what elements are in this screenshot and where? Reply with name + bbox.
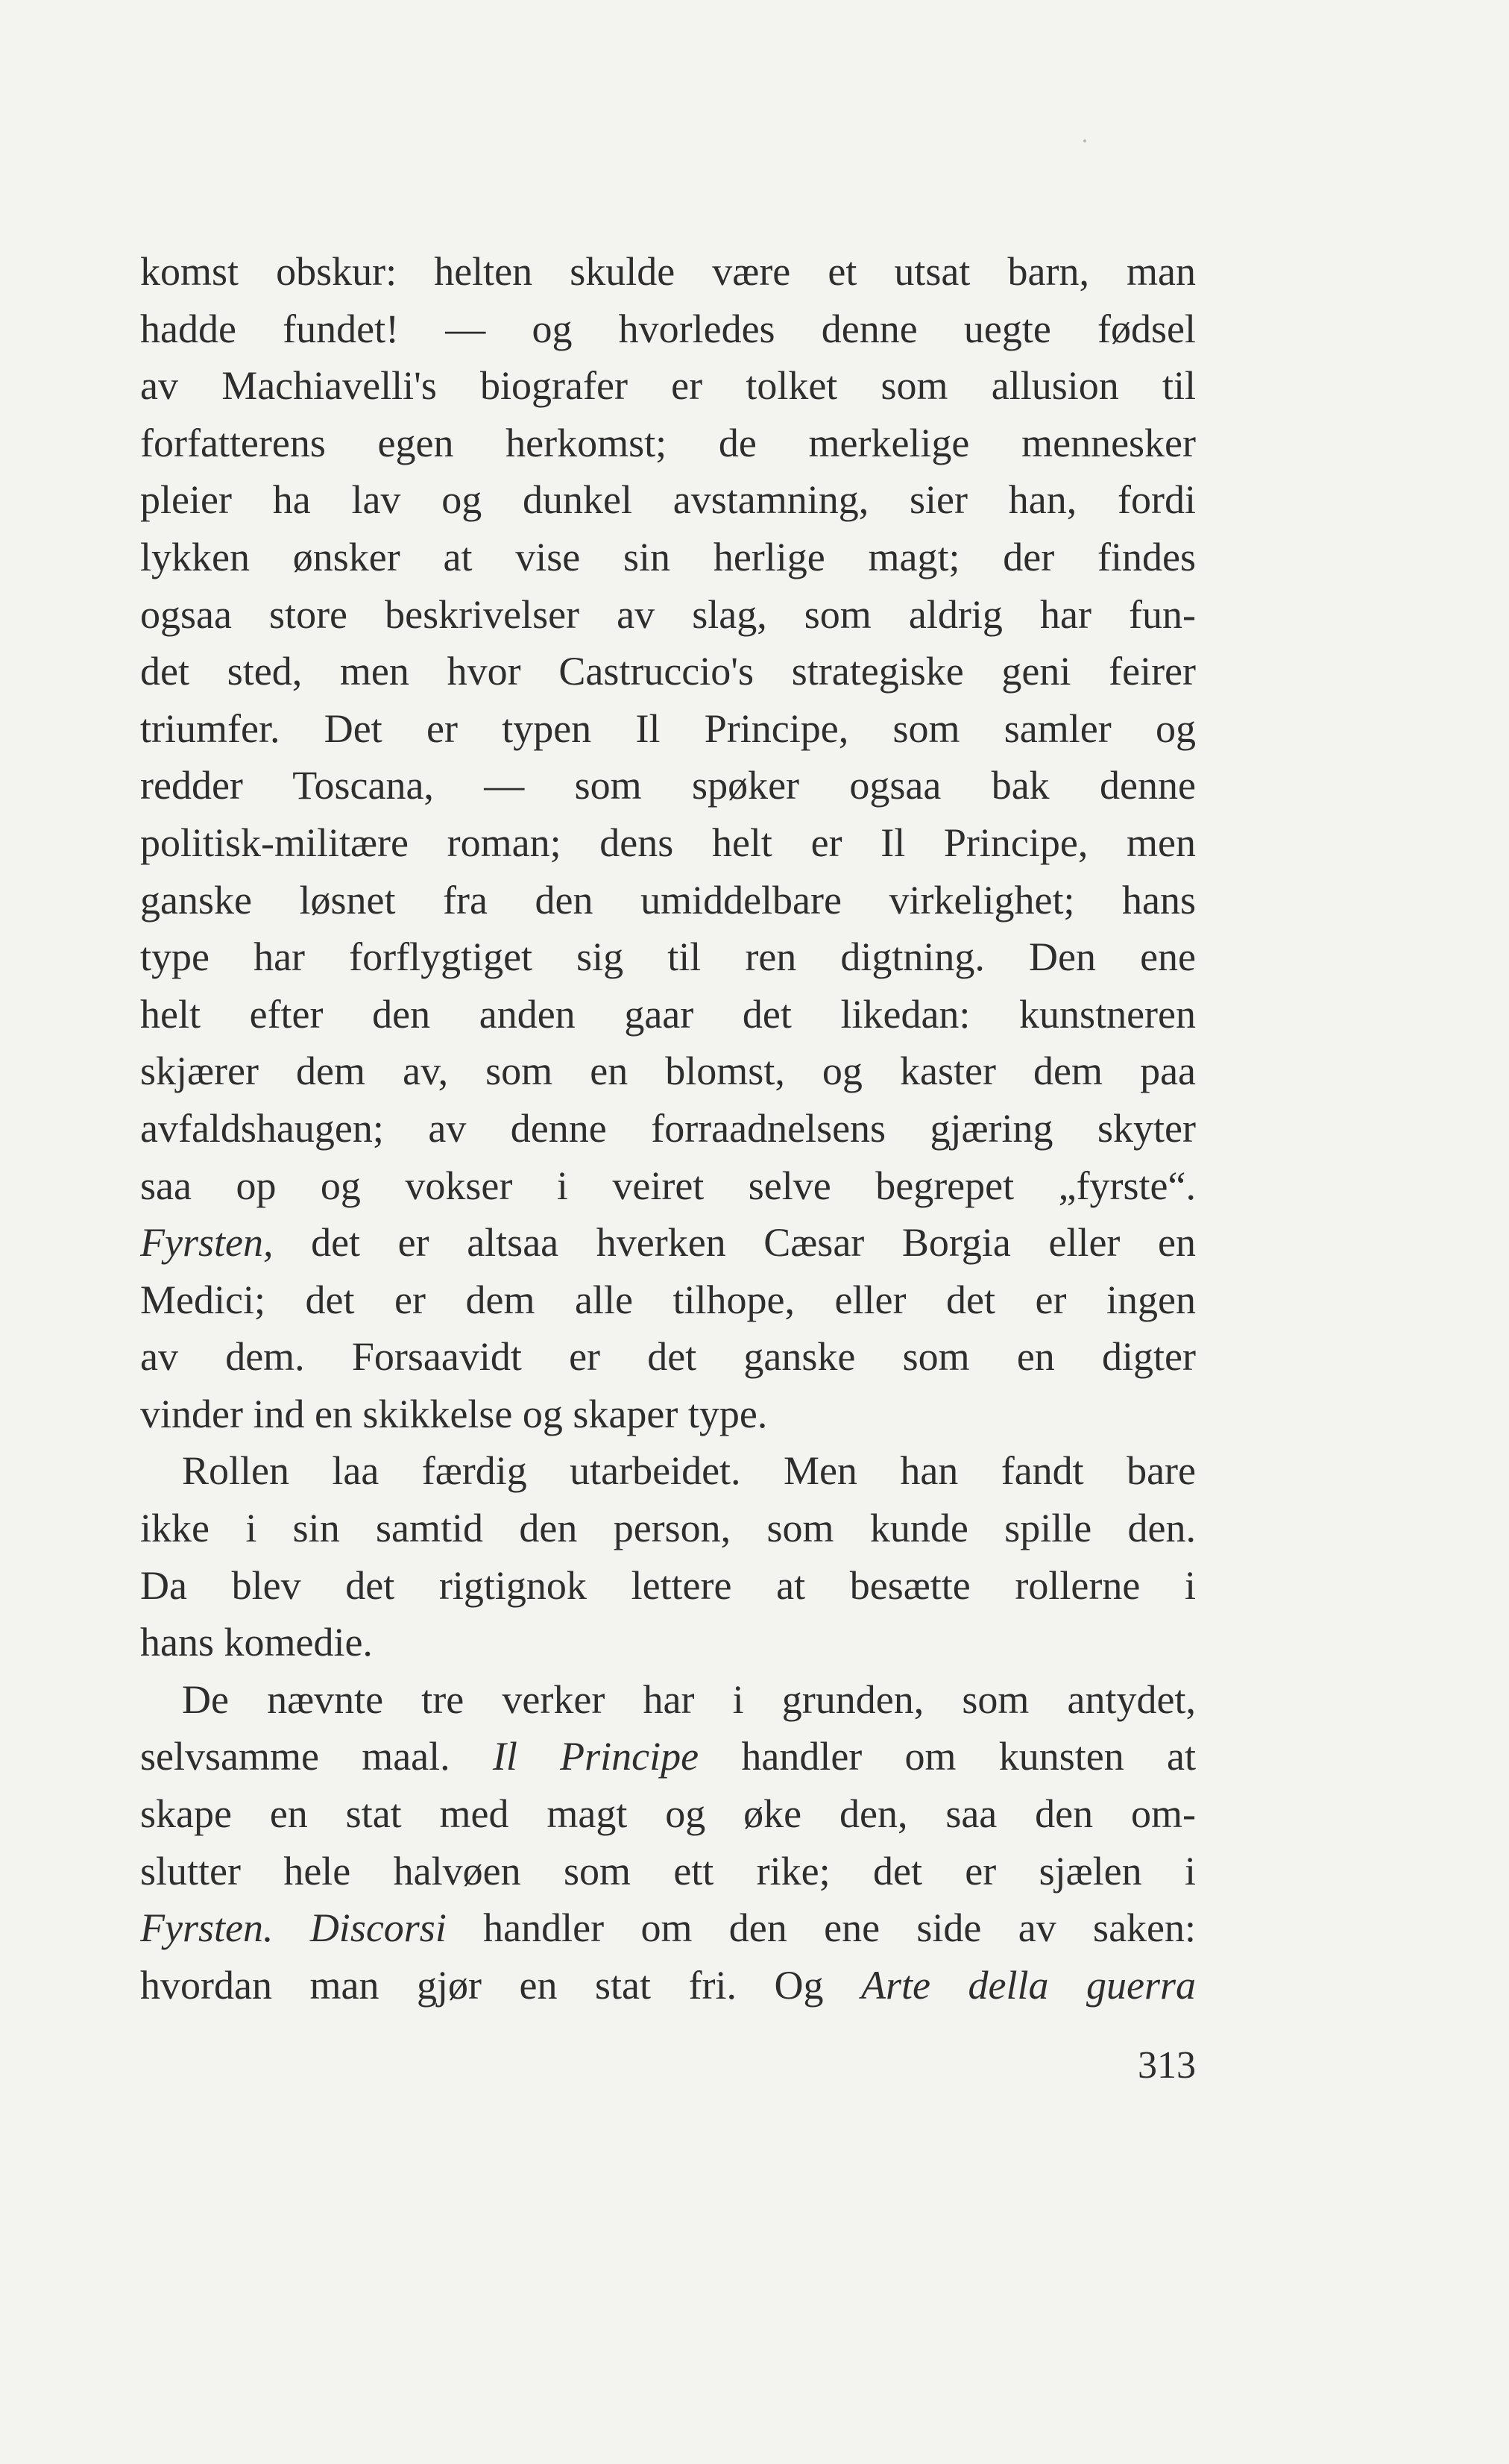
italic-title: Fyrsten. <box>140 1905 274 1951</box>
text-line <box>140 1899 1196 1957</box>
text-segment: hvordan man gjør en stat fri. Og <box>140 1962 861 2008</box>
text-line <box>140 1442 1196 1500</box>
text-line <box>140 415 1196 472</box>
text-line <box>140 471 1196 529</box>
italic-title: Fyrsten, <box>140 1220 274 1266</box>
page-number: 313 <box>1138 2044 1196 2087</box>
text-line <box>140 814 1196 872</box>
text-segment: pleier ha lav og dunkel avstamning, sier han, fordi <box>140 477 1196 523</box>
text-segment: skape en stat med magt og øke den, saa den om- <box>140 1791 1196 1837</box>
text-segment: vinder ind en skikkelse og skaper type. <box>140 1391 768 1436</box>
text-segment: helt efter den anden gaar det likedan: kunstneren <box>140 991 1196 1037</box>
text-line <box>140 243 1196 301</box>
text-segment: det er altsaa hverken Cæsar Borgia eller en <box>273 1220 1196 1266</box>
text-line <box>140 1214 1196 1272</box>
text-line <box>140 872 1196 929</box>
text-line <box>140 1500 1196 1557</box>
text-line <box>140 301 1196 358</box>
italic-title: Arte della guerra <box>861 1962 1196 2008</box>
text-segment: redder Toscana, — som spøker ogsaa bak denne <box>140 763 1196 808</box>
text-line <box>140 1614 1196 1671</box>
text-line <box>140 643 1196 700</box>
italic-title: Discorsi <box>309 1905 447 1951</box>
text-line <box>140 1957 1196 2014</box>
text-line <box>140 1043 1196 1100</box>
text-line <box>140 1728 1196 1785</box>
text-segment: av dem. Forsaavidt er det ganske som en digter <box>140 1334 1196 1380</box>
text-line <box>140 928 1196 986</box>
text-segment: lykken ønsker at vise sin herlige magt; der findes <box>140 534 1196 579</box>
text-segment: politisk-militære roman; dens helt er Il Principe, men <box>140 820 1196 865</box>
text-segment: hans komedie. <box>140 1620 373 1665</box>
text-line <box>140 1671 1196 1729</box>
text-line <box>140 1272 1196 1329</box>
text-line <box>140 586 1196 644</box>
text-segment: triumfer. Det er typen Il Principe, som samler og <box>140 705 1196 751</box>
text-segment: ogsaa store beskrivelser av slag, som aldrig har fun- <box>140 591 1196 637</box>
text-line <box>140 1557 1196 1615</box>
italic-title: Il Principe <box>492 1734 699 1779</box>
text-segment: saa op og vokser i veiret selve begrepet „fyrste“. <box>140 1163 1196 1208</box>
text-line <box>140 1386 1196 1443</box>
body-text <box>140 243 1196 2014</box>
text-line <box>140 1785 1196 1843</box>
text-segment: slutter hele halvøen som ett rike; det er sjælen i <box>140 1848 1196 1893</box>
text-segment: av Machiavelli's biografer er tolket som allusion til <box>140 363 1196 409</box>
text-segment: handler om den ene side av saken: <box>446 1905 1196 1951</box>
text-segment: handler om kunsten at <box>699 1734 1196 1779</box>
text-line <box>140 529 1196 586</box>
text-segment: Medici; det er dem alle tilhope, eller det er ingen <box>140 1277 1196 1322</box>
text-segment: Rollen laa færdig utarbeidet. Men han fandt bare <box>182 1448 1196 1494</box>
text-segment: hadde fundet! — og hvorledes denne uegte fødsel <box>140 306 1196 351</box>
text-segment: type har forflygtiget sig til ren digtning. Den ene <box>140 934 1196 980</box>
text-segment: skjærer dem av, som en blomst, og kaster dem paa <box>140 1049 1196 1094</box>
text-segment: De nævnte tre verker har i grunden, som antydet, <box>182 1676 1196 1722</box>
text-segment: Da blev det rigtignok lettere at besætte rollerne i <box>140 1562 1196 1608</box>
text-segment: selvsamme maal. <box>140 1734 493 1779</box>
text-line <box>140 357 1196 415</box>
text-line <box>140 1328 1196 1386</box>
text-line <box>140 1100 1196 1157</box>
text-segment: ikke i sin samtid den person, som kunde spille den. <box>140 1506 1196 1551</box>
text-line <box>140 1843 1196 1900</box>
text-segment: forfatterens egen herkomst; de merkelige mennesker <box>140 420 1196 465</box>
text-segment: ganske løsnet fra den umiddelbare virkelighet; hans <box>140 877 1196 923</box>
text-line <box>140 757 1196 814</box>
text-segment <box>273 1905 309 1950</box>
text-segment: avfaldshaugen; av denne forraadnelsens gjæring skyter <box>140 1105 1196 1151</box>
text-line <box>140 1157 1196 1215</box>
text-segment: komst obskur: helten skulde være et utsat barn, man <box>140 249 1196 294</box>
paper-speck <box>1083 139 1086 142</box>
text-line <box>140 700 1196 758</box>
text-segment: det sted, men hvor Castruccio's strategiske geni feirer <box>140 649 1196 694</box>
text-line <box>140 986 1196 1043</box>
